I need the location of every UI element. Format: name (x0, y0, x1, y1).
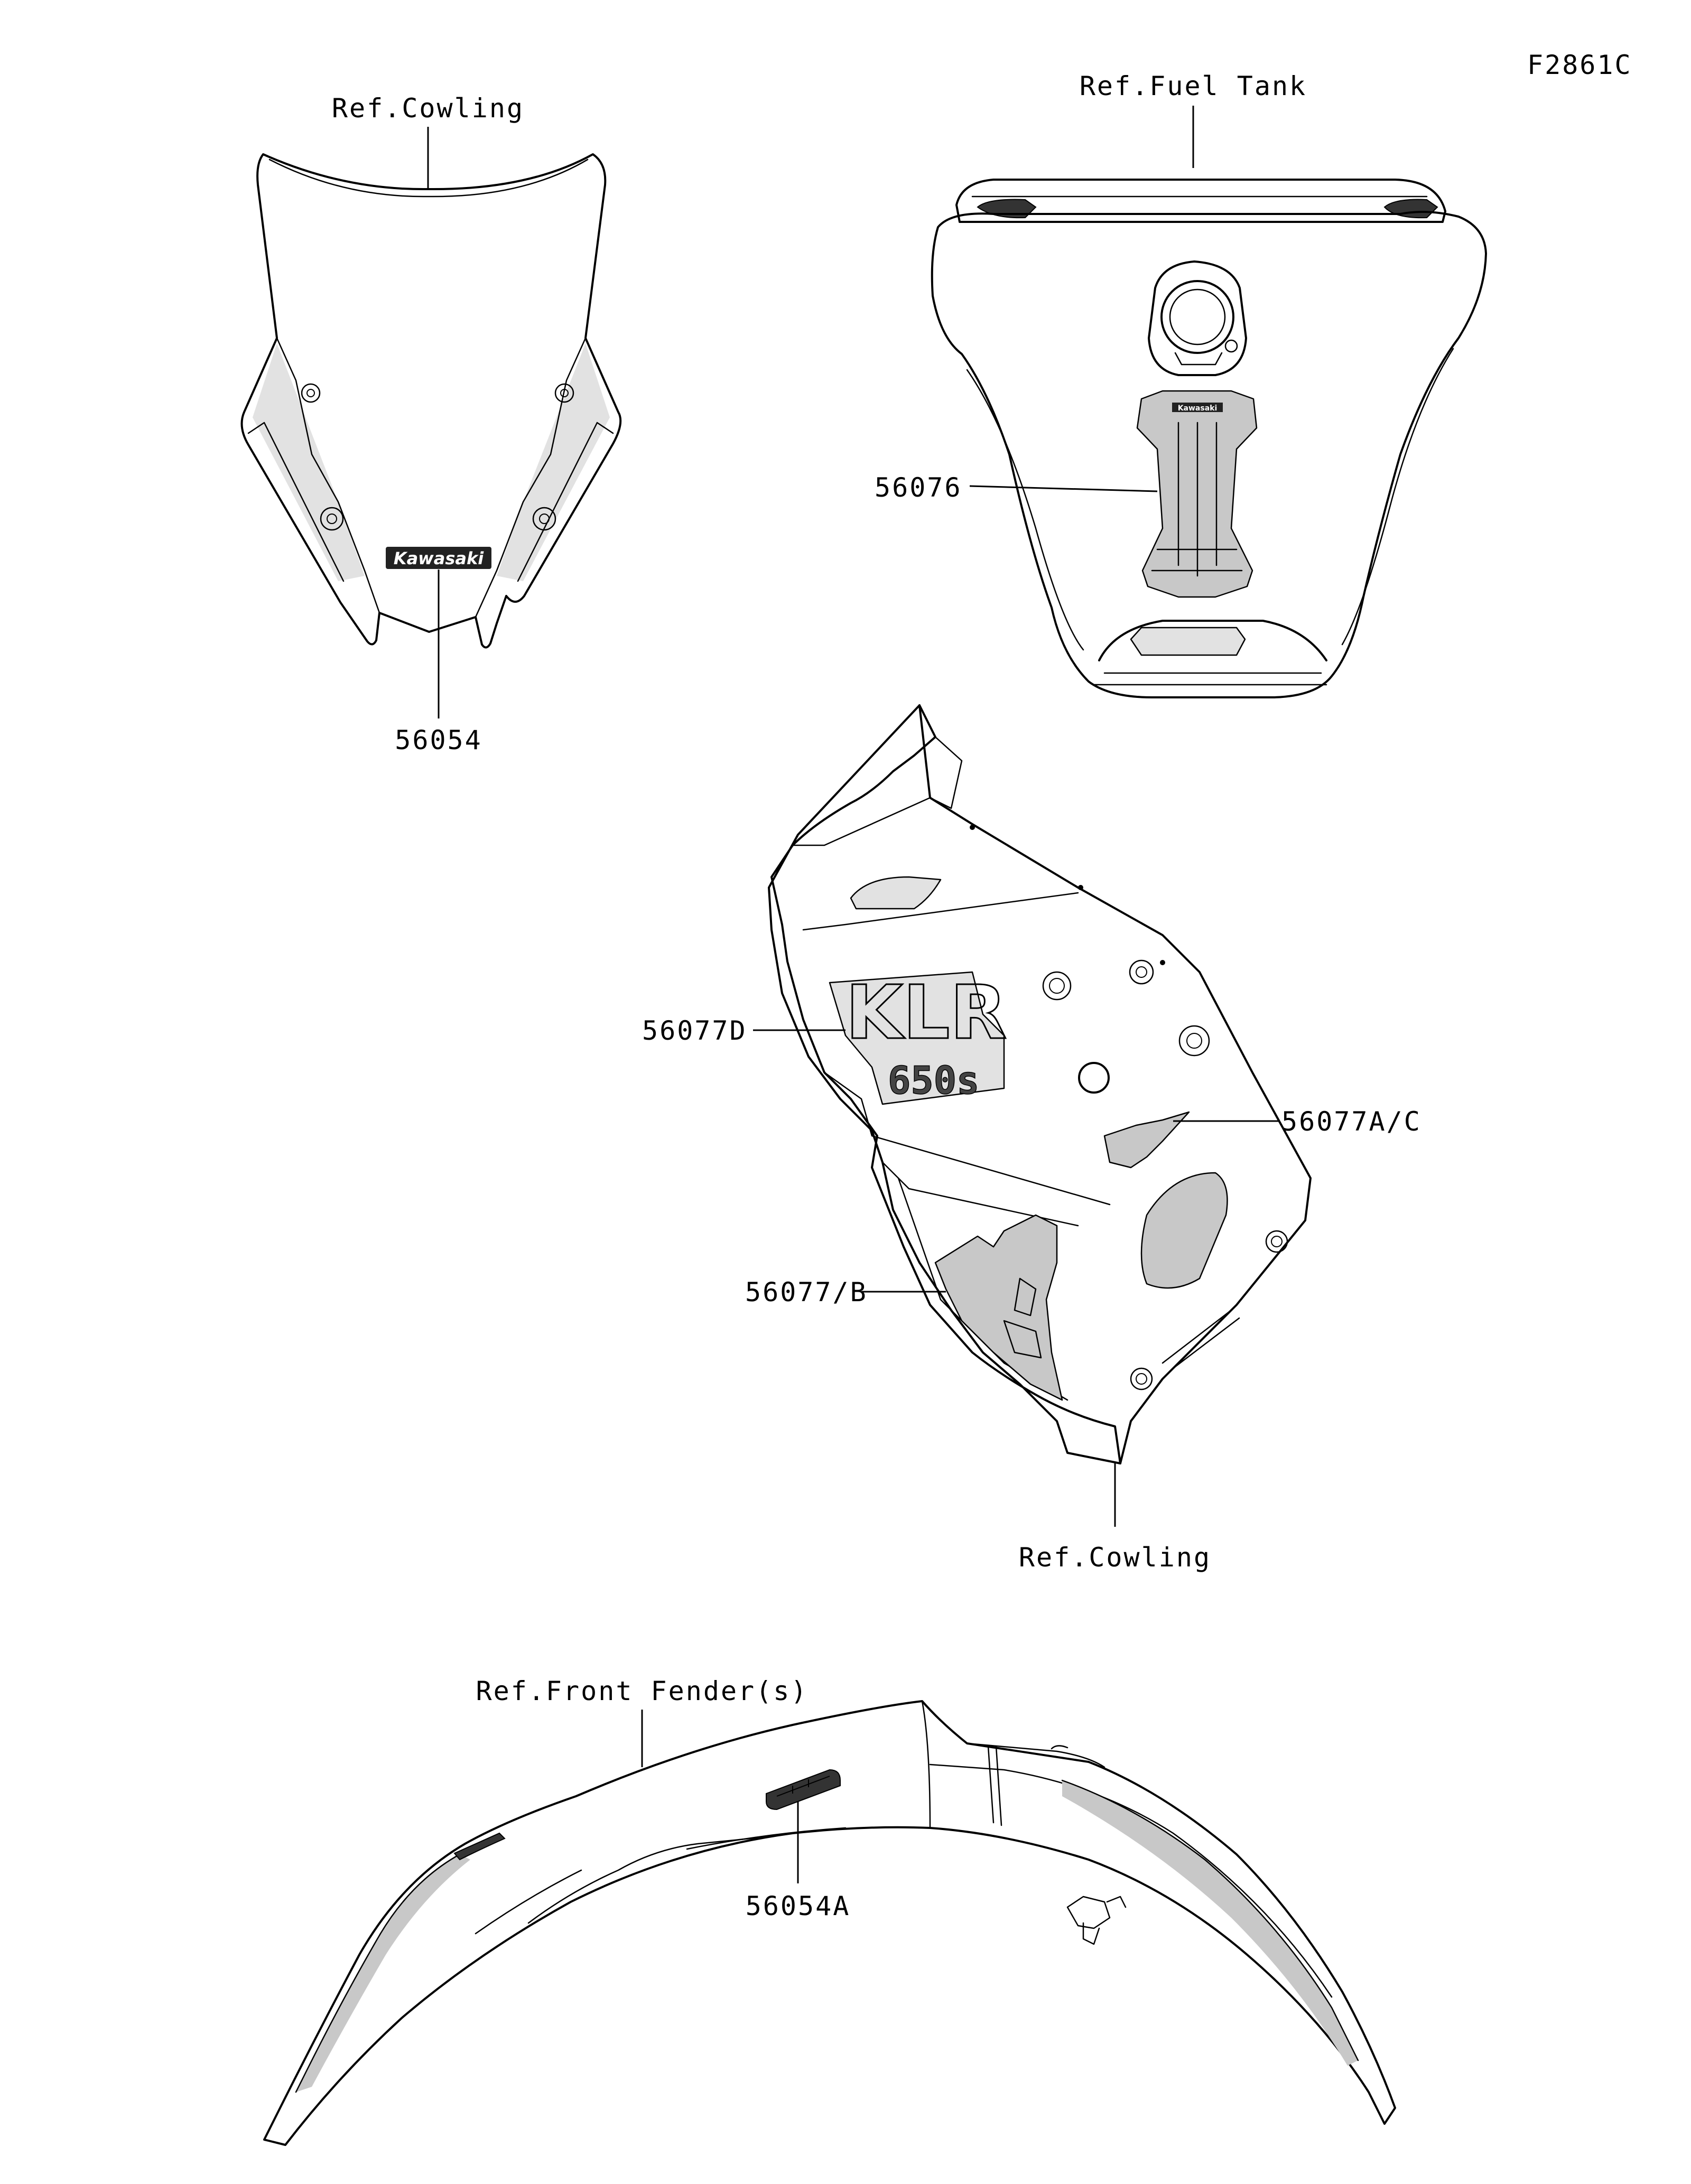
tank-top-rail (956, 180, 1445, 222)
mount-hole-icon (1266, 1231, 1287, 1252)
part-56054-label[interactable]: 56054 (395, 725, 482, 755)
fender-panel-lines (988, 1746, 1001, 1825)
tank-rear-pocket (1131, 628, 1245, 655)
fuel-tank-part[interactable] (875, 71, 1486, 697)
mount-hole-icon (1131, 1368, 1152, 1389)
windshield-left-flange (253, 343, 365, 581)
tank-brand-logo: Kawasaki (1177, 404, 1218, 413)
part-56054a-label[interactable]: 56054A (745, 1891, 851, 1921)
fuel-cap-icon (1162, 281, 1233, 353)
tank-left-contour (967, 370, 1083, 650)
fuel-cap-inner (1170, 290, 1225, 344)
side-cowling-vent (851, 877, 941, 909)
side-cowling-part[interactable] (642, 705, 1421, 1573)
mount-hole-icon (1043, 972, 1071, 1000)
clip-icon (1078, 885, 1083, 890)
part-56077d-label[interactable]: 56077D (642, 1015, 747, 1046)
tank-decal-leader (970, 486, 1157, 491)
side-model-logo-lower: 650s (888, 1058, 980, 1103)
mount-hole-icon (1179, 1026, 1209, 1056)
part-56077b-label[interactable]: 56077/B (745, 1277, 868, 1308)
clip-icon (970, 825, 975, 830)
fender-right-crease (930, 1765, 1332, 1997)
fender-panel-notch (1052, 1746, 1067, 1749)
klr-model-decal (830, 970, 1007, 1104)
ref-cowling-top-label: Ref.Cowling (331, 93, 525, 124)
fuel-cap-housing (1149, 262, 1246, 375)
tank-right-contour (1342, 349, 1453, 645)
windshield-part[interactable] (242, 93, 621, 755)
fender-outline (264, 1701, 1395, 2145)
ref-cowling-side-label: Ref.Cowling (1018, 1542, 1212, 1573)
fender-clip-icon (1067, 1897, 1126, 1944)
figure-code: F2861C (1527, 50, 1632, 80)
fender-right-stripe (1062, 1780, 1358, 2066)
clip-icon (1160, 960, 1165, 965)
mount-hole-icon (1130, 960, 1153, 984)
side-cowling-upper-crease (793, 798, 930, 845)
fender-front-edge (922, 1701, 930, 1828)
ref-fuel-tank-label: Ref.Fuel Tank (1079, 71, 1307, 101)
side-cowling-mid-crease (803, 893, 1078, 930)
grommet-icon (1079, 1063, 1109, 1093)
front-fender-part[interactable] (264, 1676, 1395, 2145)
fender-left-stripe (296, 1854, 470, 2092)
fuel-cap-key-icon (1225, 340, 1237, 352)
part-56077ac-label[interactable]: 56077A/C (1281, 1106, 1421, 1137)
side-cowling-lower-vent (1141, 1173, 1228, 1288)
side-cowling-top-notch (930, 737, 962, 808)
windshield-brand-logo: Kawasaki (393, 548, 484, 568)
part-56076-label[interactable]: 56076 (875, 472, 962, 503)
bolt-icon (302, 384, 320, 402)
side-model-logo-upper: KLR (846, 970, 1007, 1056)
fender-decal-56054a (766, 1770, 840, 1809)
fuel-cap-base (1175, 353, 1222, 365)
ref-front-fender-label: Ref.Front Fender(s) (476, 1676, 809, 1706)
